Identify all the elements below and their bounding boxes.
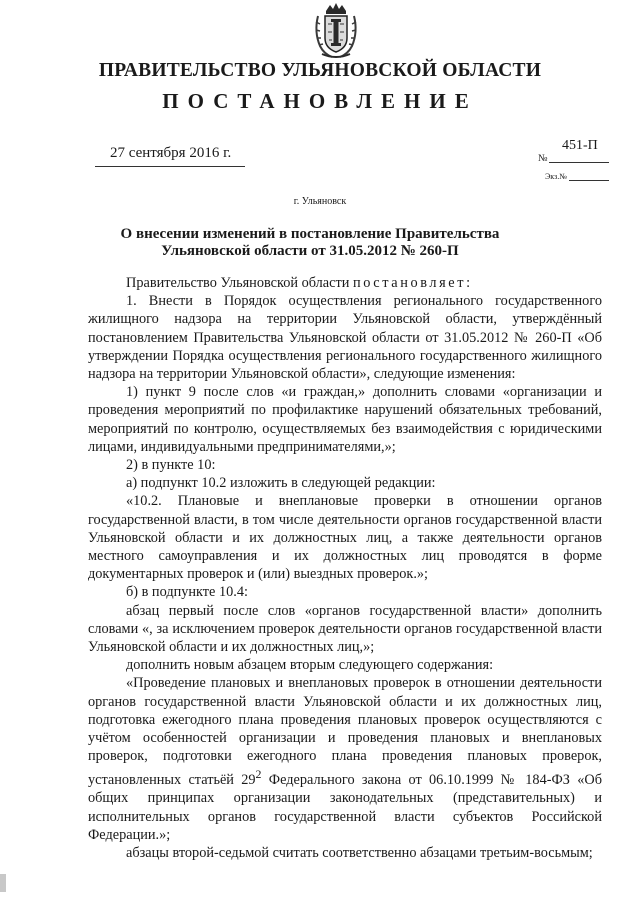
paragraph-preamble — [88, 274, 602, 292]
paragraph-8: дополнить новым абзацем вторым следующего содержания: — [126, 657, 494, 674]
document-date: 27 сентября 2016 г. — [110, 145, 232, 161]
article-superscript: 2 — [255, 767, 262, 782]
copy-number-underline — [569, 180, 609, 181]
number-underline — [549, 162, 609, 163]
number-sign: № — [538, 153, 548, 164]
paragraph-3: 2) в пункте 10: — [126, 457, 216, 474]
paragraph-9-text-a: «Проведение плановых и внеплановых проверок в отношении деятельности органов государственной власти Ульяновской области и их должностных лиц, подготовка ежегодного плана проведения плановых проверок осуществляются с учётом особенностей организации и проведения плановых и внеплановых проверок, подготовки ежегодного плана проведения плановых проверок, установленных статьёй 29 — [88, 675, 602, 789]
preamble-text: Правительство Ульяновской области — [126, 275, 353, 291]
document-body — [88, 274, 602, 862]
government-title: ПРАВИТЕЛЬСТВО УЛЬЯНОВСКОЙ ОБЛАСТИ — [98, 60, 542, 81]
paragraph-6: б) в подпункте 10.4: — [126, 584, 248, 601]
date-underline — [95, 166, 245, 167]
ulyanovsk-coat-of-arms-icon — [312, 2, 360, 60]
city: г. Ульяновск — [293, 196, 347, 207]
paragraph-9-text-b: Федерального закона от 06.10.1999 № 184-ФЗ «Об общих принципах организации законодательных (представительных) и исполнительных органов государственной власти субъектов Российской Федерации.»; — [88, 772, 602, 843]
paragraph-4: а) подпункт 10.2 изложить в следующей редакции: — [126, 475, 436, 492]
heading-line-2: Ульяновской области от 31.05.2012 № 260-П — [161, 243, 459, 259]
paragraph-7: абзац первый после слов «органов государственной власти» дополнить словами «, за исключением проверок деятельности органов государственной власти Ульяновской области и их должностных лиц,»; — [88, 602, 602, 656]
preamble-decree-word: постановляет — [352, 275, 467, 291]
document-number: 451-П — [562, 138, 598, 153]
paragraph-10: абзацы второй-седьмой считать соответственно абзацами третьим-восьмым; — [126, 845, 593, 862]
paragraph-9 — [88, 674, 602, 844]
paragraph-2: 1) пункт 9 после слов «и граждан,» дополнить словами «организации и проведения мероприятий по профилактике нарушений обязательных требований, мероприятий по контролю, осуществляемых без взаимодействия с юридическими лицами, индивидуальными предпринимателями,»; — [88, 384, 602, 455]
heading-line-1: О внесении изменений в постановление Правительства — [120, 226, 500, 242]
document-heading — [100, 226, 520, 260]
document-type: ПОСТАНОВЛЕНИЕ — [162, 89, 478, 113]
paragraph-1: 1. Внести в Порядок осуществления регионального государственного жилищного надзора на территории Ульяновской области, утверждённый постановлением Правительства Ульяновской области от 31.05.2012 № 260-П «Об утверждении Порядка осуществления регионального государственного жилищного надзора на территории Ульяновской области», следующие изменения: — [88, 293, 602, 383]
paragraph-5: «10.2. Плановые и внеплановые проверки в отношении органов государственной власти, в том числе деятельности органов государственной власти Ульяновской области и их должностных лиц, а также деятельности органов местного самоуправления и их должностных лиц проводятся в форме документарных проверок и (или) выездных проверок.»; — [88, 493, 602, 583]
scan-edge-mark — [0, 874, 6, 892]
copy-number-label: Экз.№ — [545, 172, 567, 181]
preamble-colon: : — [466, 275, 471, 291]
